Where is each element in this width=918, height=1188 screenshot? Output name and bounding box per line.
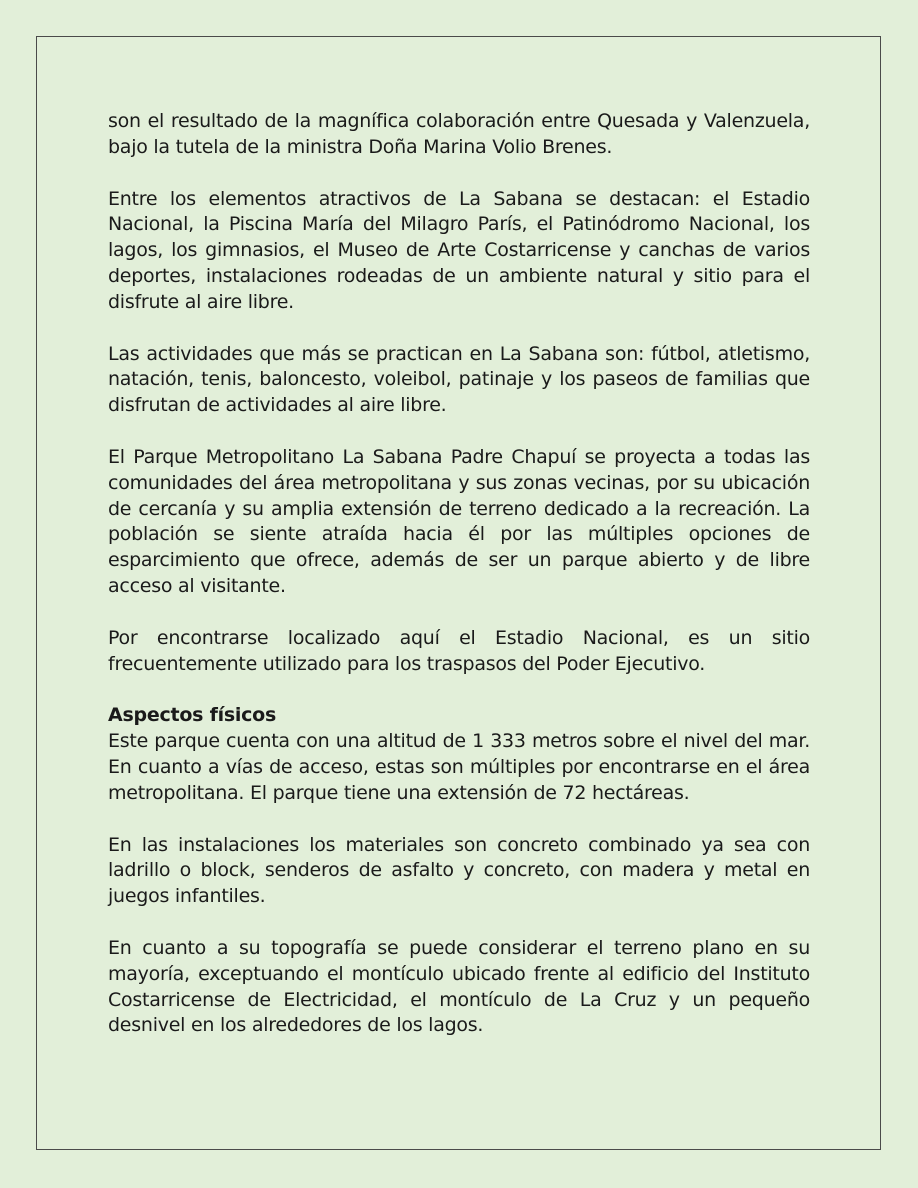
paragraph-metropolitan-park: El Parque Metropolitano La Sabana Padre Chapuí se proyecta a todas las comunidades del área metropolitana y sus zonas vecinas, por su ubicación de cercanía y su amplia extensión de terreno dedicado a la recreación. La población se siente atraída hacia él por las múltiples opciones de esparcimiento que ofrece, además de ser un parque abierto y de libre acceso al visitante. [108,445,810,597]
paragraph-materials: En las instalaciones los materiales son concreto combinado ya sea con ladrillo o block, senderos de asfalto y concreto, con madera y metal en juegos infantiles. [108,833,810,908]
paragraph-activities: Las actividades que más se practican en La Sabana son: fútbol, atletismo, natación, tenis, baloncesto, voleibol, patinaje y los paseos de familias que disfrutan de actividades al aire libre. [108,342,810,417]
section-heading-physical-aspects: Aspectos físicos [108,704,277,727]
paragraph-attractions: Entre los elementos atractivos de La Sabana se destacan: el Estadio Nacional, la Piscina María del Milagro París, el Patinódromo Nacional, los lagos, los gimnasios, el Museo de Arte Costarricense y canchas de varios deportes, instalaciones rodeadas de un ambiente natural y sitio para el disfrute al aire libre. [108,187,810,313]
document-body [108,109,810,1065]
paragraph-collaboration: son el resultado de la magnífica colaboración entre Quesada y Valenzuela, bajo la tutela de la ministra Doña Marina Volio Brenes. [108,110,810,158]
paragraph-topography: En cuanto a su topografía se puede considerar el terreno plano en su mayoría, exceptuando el montículo ubicado frente al edificio del Instituto Costarricense de Electricidad, el montículo de La Cruz y un pequeño desnivel en los alrededores de los lagos. [108,936,810,1037]
paragraph-altitude: Este parque cuenta con una altitud de 1 333 metros sobre el nivel del mar. En cuanto a vías de acceso, estas son múltiples por encontrarse en el área metropolitana. El parque tiene una extensión de 72 hectáreas. [108,730,810,804]
paragraph-national-stadium: Por encontrarse localizado aquí el Estadio Nacional, es un sitio frecuentemente utilizado para los traspasos del Poder Ejecutivo. [108,626,810,675]
